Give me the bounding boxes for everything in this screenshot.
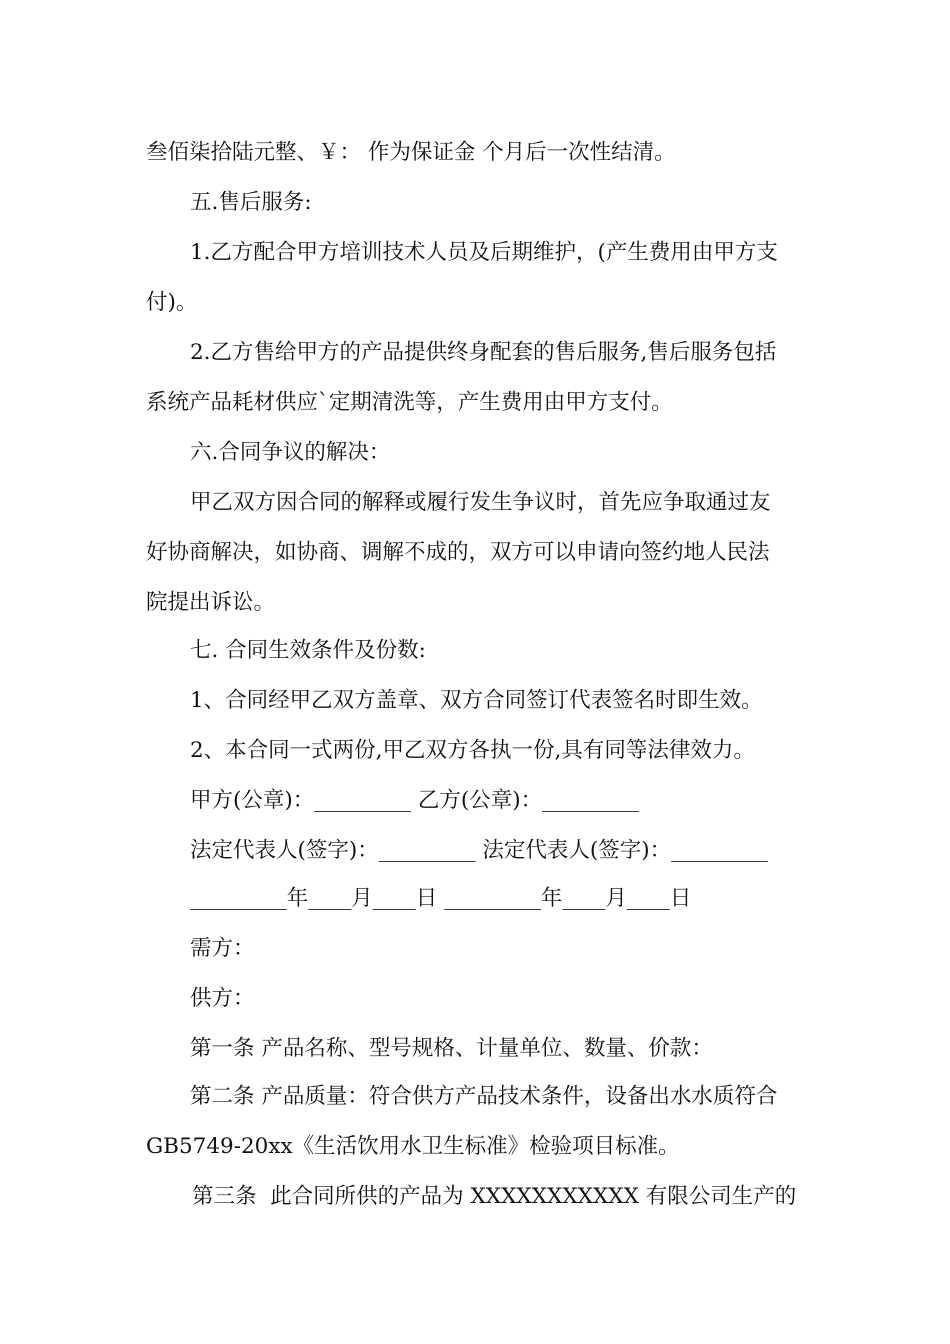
text-line: 第一条 产品名称、型号规格、计量单位、数量、价款： bbox=[190, 1036, 713, 1061]
text-line: 2、本合同一式两份,甲乙双方各执一份,具有同等法律效力。 bbox=[190, 738, 755, 763]
section-heading: 六.合同争议的解决： bbox=[190, 440, 391, 465]
signature-line: 法定代表人(签字)：_________ 法定代表人(签字)：_________ bbox=[190, 838, 768, 863]
text-line: GB5749-20xx《生活饮用水卫生标准》检验项目标准。 bbox=[146, 1134, 680, 1159]
text-line: 第三条 此合同所供的产品为 XXXXXXXXXXX 有限公司生产的 bbox=[192, 1184, 797, 1209]
text-line: 2.乙方售给甲方的产品提供终身配套的售后服务,售后服务包括 bbox=[190, 340, 777, 365]
text-line: 付)。 bbox=[146, 290, 198, 315]
text-line: 系统产品耗材供应`定期清洗等，产生费用由甲方支付。 bbox=[146, 390, 673, 415]
text-line: 第二条 产品质量：符合供方产品技术条件，设备出水水质符合 bbox=[190, 1084, 778, 1109]
text-line: 需方： bbox=[190, 936, 255, 961]
date-line: _________年____月____日 _________年____月____日 bbox=[190, 886, 692, 911]
text-line: 院提出诉讼。 bbox=[146, 590, 276, 615]
section-heading: 五.售后服务: bbox=[190, 190, 312, 215]
text-line: 好协商解决，如协商、调解不成的，双方可以申请向签约地人民法 bbox=[146, 540, 770, 565]
text-line: 叁佰柒拾陆元整、￥： 作为保证金 个月后一次性结清。 bbox=[146, 140, 676, 165]
section-heading: 七. 合同生效条件及份数: bbox=[190, 638, 426, 663]
text-line: 1、合同经甲乙双方盖章、双方合同签订代表签名时即生效。 bbox=[190, 688, 763, 713]
seal-line: 甲方(公章)：_________ 乙方(公章)：_________ bbox=[190, 788, 639, 813]
text-line: 甲乙双方因合同的解释或履行发生争议时，首先应争取通过友 bbox=[190, 490, 771, 515]
text-line: 供方： bbox=[190, 986, 255, 1011]
text-line: 1.乙方配合甲方培训技术人员及后期维护，(产生费用由甲方支 bbox=[190, 240, 778, 265]
